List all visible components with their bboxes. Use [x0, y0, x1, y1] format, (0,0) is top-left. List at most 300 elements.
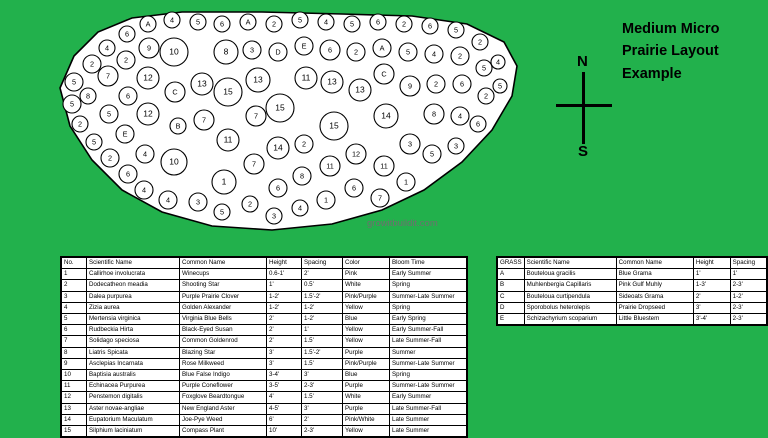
table-cell: Late Summer-Fall: [390, 403, 467, 414]
plant-marker: [100, 105, 118, 123]
plant-label: 13: [327, 76, 337, 87]
table-row: [62, 392, 467, 403]
plant-label: 5: [69, 99, 75, 109]
table-cell: Little Bluestem: [616, 314, 693, 325]
table-cell: 1-2': [267, 291, 302, 302]
plant-label: 10: [169, 156, 179, 167]
plant-marker: [374, 64, 394, 84]
plant-label: 7: [201, 115, 207, 125]
plant-label: 8: [223, 46, 229, 57]
table-row: [62, 280, 467, 291]
plant-marker: [295, 135, 313, 153]
table-cell: 3': [693, 302, 730, 313]
plant-marker: [214, 78, 242, 106]
plant-marker: [189, 193, 207, 211]
column-header: Height: [267, 258, 302, 269]
plant-marker: [374, 104, 398, 128]
table-cell: Dalea purpurea: [87, 291, 180, 302]
plant-label: 4: [495, 57, 501, 67]
table-cell: Common Goldenrod: [180, 336, 267, 347]
table-cell: Yellow: [343, 302, 390, 313]
plant-marker: [135, 181, 153, 199]
table-cell: D: [498, 302, 525, 313]
plant-marker: [349, 79, 371, 101]
plant-marker: [119, 87, 137, 105]
plant-label: 6: [124, 29, 130, 39]
table-cell: Muhlenbergia Capillaris: [524, 280, 616, 291]
plant-marker: [98, 66, 118, 86]
table-cell: Foxglove Beardtongue: [180, 392, 267, 403]
column-header: Common Name: [616, 258, 693, 269]
compass-horizontal-line: [556, 104, 612, 107]
plant-marker: [374, 156, 394, 176]
plant-label: 10: [169, 46, 179, 57]
plant-marker: [453, 75, 471, 93]
plant-marker: [373, 39, 391, 57]
table-cell: 12: [62, 392, 87, 403]
plant-marker: [320, 156, 340, 176]
plant-label: D: [275, 47, 281, 57]
table-cell: Dodecatheon meadia: [87, 280, 180, 291]
table-cell: Aster novae-angliae: [87, 403, 180, 414]
plant-marker: [170, 118, 186, 134]
plant-marker: [318, 14, 334, 30]
plant-label: 1: [323, 195, 329, 205]
plant-label: 4: [141, 185, 147, 195]
plant-label: 3: [249, 45, 255, 55]
plant-label: 2: [271, 19, 277, 29]
plant-label: 2: [457, 51, 463, 61]
table-cell: Pink/Purple: [343, 291, 390, 302]
plant-marker: [397, 173, 415, 191]
table-row: [498, 269, 767, 280]
plant-marker: [119, 26, 135, 42]
prairie-bed-diagram: [12, 4, 542, 244]
table-cell: 6': [267, 414, 302, 425]
plant-label: 5: [453, 25, 459, 35]
plant-label: 8: [299, 171, 305, 181]
plant-marker: [400, 76, 420, 96]
bed-svg: [12, 4, 542, 244]
plant-label: 2: [247, 199, 253, 209]
plant-label: 2: [477, 37, 483, 47]
plant-label: 6: [125, 91, 131, 101]
plant-label: 5: [497, 81, 503, 91]
table-cell: Pink/White: [343, 414, 390, 425]
plant-marker: [214, 204, 230, 220]
plant-label: 13: [197, 78, 207, 89]
column-header: Height: [693, 258, 730, 269]
table-cell: 2': [267, 336, 302, 347]
plant-label: 2: [353, 47, 359, 57]
table-cell: 3': [267, 347, 302, 358]
plant-label: 3: [453, 141, 459, 151]
table-cell: C: [498, 291, 525, 302]
plant-marker: [246, 68, 270, 92]
plant-label: 9: [407, 81, 413, 91]
plant-marker: [161, 149, 187, 175]
plant-marker: [476, 60, 492, 76]
column-header: Scientific Name: [87, 258, 180, 269]
table-cell: 6: [62, 325, 87, 336]
table-cell: 1-3': [693, 280, 730, 291]
table-cell: Sporobolus heterolepis: [524, 302, 616, 313]
plant-marker: [320, 112, 348, 140]
plant-label: 3: [271, 211, 277, 221]
table-cell: 1-2': [302, 302, 343, 313]
plant-marker: [370, 14, 386, 30]
table-cell: 1.5': [302, 392, 343, 403]
plant-marker: [246, 106, 266, 126]
plant-label: A: [379, 43, 385, 53]
table-cell: Liatris Spicata: [87, 347, 180, 358]
table-cell: 1-2': [267, 302, 302, 313]
plant-marker: [427, 75, 445, 93]
table-cell: Blue Grama: [616, 269, 693, 280]
plant-marker: [65, 73, 83, 91]
table-cell: Echinacea Purpurea: [87, 381, 180, 392]
plant-marker: [400, 134, 420, 154]
table-cell: New England Aster: [180, 403, 267, 414]
plant-marker: [212, 170, 236, 194]
plant-label: 12: [143, 108, 153, 119]
table-cell: 1': [302, 325, 343, 336]
table-cell: Asclepias Incarnata: [87, 358, 180, 369]
table-cell: 10': [267, 426, 302, 437]
table-cell: Rose Milkweed: [180, 358, 267, 369]
plant-marker: [423, 145, 441, 163]
plant-marker: [267, 137, 289, 159]
table-row: [62, 325, 467, 336]
table-cell: 9: [62, 358, 87, 369]
plant-label: 2: [77, 119, 83, 129]
table-cell: 1': [730, 269, 766, 280]
table-cell: Bouteloua gracilis: [524, 269, 616, 280]
table-cell: Prairie Dropseed: [616, 302, 693, 313]
table-cell: Schizachyrium scoparium: [524, 314, 616, 325]
table-cell: 7: [62, 336, 87, 347]
page-title: [622, 18, 768, 85]
plant-label: 6: [219, 19, 225, 29]
plant-marker: [99, 40, 115, 56]
table-cell: Summer: [390, 347, 467, 358]
plant-label: C: [172, 87, 178, 97]
plant-label: 5: [219, 207, 225, 217]
title-line-3: Example: [622, 65, 682, 82]
table-cell: Blue: [343, 370, 390, 381]
plant-marker: [295, 67, 317, 89]
compass-south-label: S: [578, 143, 589, 160]
plant-label: 6: [275, 183, 281, 193]
plant-marker: [214, 16, 230, 32]
plant-label: 2: [301, 139, 307, 149]
plant-label: 6: [459, 79, 465, 89]
table-cell: 3': [267, 358, 302, 369]
table-cell: 1': [693, 269, 730, 280]
plant-marker: [269, 179, 287, 197]
table-cell: Late Summer: [390, 414, 467, 425]
plant-marker: [217, 129, 239, 151]
plant-label: 12: [351, 149, 361, 159]
plant-label: C: [381, 69, 387, 79]
table-cell: 13: [62, 403, 87, 414]
column-header: Bloom Time: [390, 258, 467, 269]
table-cell: 1-2': [302, 314, 343, 325]
table-row: [62, 426, 467, 437]
table-cell: Yellow: [343, 336, 390, 347]
table-cell: Summer-Late Summer: [390, 381, 467, 392]
table-cell: Summer-Late Summer: [390, 291, 467, 302]
plant-marker: [190, 14, 206, 30]
plant-marker: [320, 40, 340, 60]
plant-marker: [321, 71, 343, 93]
plant-label: 4: [457, 111, 463, 121]
plant-label: 2: [483, 91, 489, 101]
title-line-2: Prairie Layout: [622, 43, 719, 60]
table-cell: Black-Eyed Susan: [180, 325, 267, 336]
table-cell: Purple: [343, 403, 390, 414]
table-cell: Yellow: [343, 426, 390, 437]
table-cell: 3': [302, 370, 343, 381]
table-cell: 14: [62, 414, 87, 425]
plant-label: 11: [380, 161, 388, 171]
table-cell: 3-4': [267, 370, 302, 381]
plant-label: 5: [429, 149, 435, 159]
plant-label: 7: [251, 159, 257, 169]
table-row: [62, 414, 467, 425]
table-cell: Joe-Pye Weed: [180, 414, 267, 425]
plant-marker: [293, 167, 311, 185]
plant-label: 6: [351, 183, 357, 193]
table-cell: 1.5': [302, 336, 343, 347]
plant-label: 4: [169, 15, 175, 25]
table-cell: 1-2': [730, 291, 766, 302]
table-row: [62, 314, 467, 325]
plant-label: 11: [326, 161, 334, 171]
table-cell: 2': [302, 414, 343, 425]
plant-marker: [422, 18, 438, 34]
plant-marker: [244, 154, 264, 174]
table-cell: 4-5': [267, 403, 302, 414]
plant-label: 4: [297, 203, 303, 213]
table-cell: Sideoats Grama: [616, 291, 693, 302]
table-cell: 1.5'-2': [302, 347, 343, 358]
plant-marker: [240, 14, 256, 30]
plant-marker: [136, 145, 154, 163]
bed-outline: [60, 12, 517, 230]
plant-marker: [396, 16, 412, 32]
plant-label: 3: [195, 197, 201, 207]
table-cell: Bouteloua curtipendula: [524, 291, 616, 302]
table-cell: White: [343, 280, 390, 291]
compass-rose: [548, 53, 618, 160]
table-row: [62, 381, 467, 392]
table-cell: Spring: [390, 280, 467, 291]
table-row: [62, 302, 467, 313]
plant-label: 12: [143, 72, 153, 83]
plant-label: 15: [329, 120, 339, 131]
plant-marker: [72, 116, 88, 132]
table-cell: Early Summer: [390, 392, 467, 403]
table-cell: 1.5'-2': [302, 291, 343, 302]
table-cell: 5: [62, 314, 87, 325]
table-row: [498, 291, 767, 302]
table-cell: White: [343, 392, 390, 403]
table-cell: Compass Plant: [180, 426, 267, 437]
plant-label: E: [301, 41, 307, 51]
column-header: Scientific Name: [524, 258, 616, 269]
table-cell: Yellow: [343, 325, 390, 336]
plant-marker: [242, 196, 258, 212]
table-row: [498, 314, 767, 325]
plant-label: 5: [349, 19, 355, 29]
column-header: Color: [343, 258, 390, 269]
table-cell: 11: [62, 381, 87, 392]
table-cell: Callirhoe involucrata: [87, 269, 180, 280]
plant-label: 1: [221, 176, 227, 187]
table-cell: Winecups: [180, 269, 267, 280]
plant-label: 4: [104, 43, 110, 53]
plant-label: 6: [427, 21, 433, 31]
plant-marker: [83, 55, 101, 73]
plant-label: 2: [123, 55, 129, 65]
plant-marker: [425, 45, 443, 63]
plant-label: 6: [375, 17, 381, 27]
plant-marker: [451, 107, 469, 125]
plant-label: 5: [405, 47, 411, 57]
plant-marker: [165, 82, 185, 102]
table-cell: Blue: [343, 314, 390, 325]
table-cell: Early Summer-Fall: [390, 325, 467, 336]
table-cell: 3'-4': [693, 314, 730, 325]
plant-marker: [139, 38, 159, 58]
plant-marker: [137, 103, 159, 125]
table-cell: 2-3': [730, 302, 766, 313]
plant-label: 6: [475, 119, 481, 129]
grass-legend-table: [496, 256, 768, 326]
table-cell: Rudbeckia Hirta: [87, 325, 180, 336]
plant-marker: [317, 191, 335, 209]
table-row: [62, 347, 467, 358]
compass-vertical-line: [582, 72, 585, 144]
table-cell: 2-3': [302, 381, 343, 392]
table-cell: Virginia Blue Bells: [180, 314, 267, 325]
table-cell: 2': [693, 291, 730, 302]
plant-label: 1: [403, 177, 409, 187]
plant-marker: [345, 179, 363, 197]
table-cell: Purple Coneflower: [180, 381, 267, 392]
table-row: [498, 302, 767, 313]
plant-marker: [493, 79, 507, 93]
table-cell: 2-3': [302, 426, 343, 437]
plant-label: 7: [377, 193, 383, 203]
table-cell: 2': [267, 325, 302, 336]
table-cell: Purple: [343, 381, 390, 392]
plant-label: A: [245, 17, 251, 27]
plant-marker: [451, 47, 469, 65]
table-cell: Late Summer-Fall: [390, 336, 467, 347]
plant-marker: [295, 37, 313, 55]
table-row: [62, 403, 467, 414]
plant-marker: [117, 51, 135, 69]
table-cell: 3': [302, 403, 343, 414]
table-cell: Pink/Purple: [343, 358, 390, 369]
plant-marker: [478, 88, 494, 104]
table-cell: 3: [62, 291, 87, 302]
table-cell: 2-3': [730, 280, 766, 291]
plant-marker: [491, 55, 505, 69]
plant-marker: [137, 67, 159, 89]
plant-label: A: [145, 19, 151, 29]
plant-marker: [63, 95, 81, 113]
plant-label: 5: [481, 63, 487, 73]
plant-marker: [266, 16, 282, 32]
plant-marker: [164, 12, 180, 28]
table-cell: 1: [62, 269, 87, 280]
plant-label: 14: [381, 110, 391, 121]
plant-label: E: [122, 129, 128, 139]
table-cell: 0.6-1': [267, 269, 302, 280]
plant-marker: [448, 22, 464, 38]
table-cell: 1': [267, 280, 302, 291]
plant-marker: [472, 34, 488, 50]
plant-label: B: [175, 121, 181, 131]
table-cell: Early Spring: [390, 314, 467, 325]
table-cell: 2: [62, 280, 87, 291]
plant-label: 15: [275, 102, 285, 113]
plant-label: 5: [195, 17, 201, 27]
plant-label: 2: [433, 79, 439, 89]
plant-marker: [347, 43, 365, 61]
table-cell: Mertensia virginica: [87, 314, 180, 325]
table-cell: 4': [267, 392, 302, 403]
table-header-row: [62, 258, 467, 269]
table-cell: Penstemon digitalis: [87, 392, 180, 403]
plant-marker: [116, 125, 134, 143]
plant-marker: [194, 110, 214, 130]
plant-label: 13: [253, 74, 263, 85]
plant-label: 5: [71, 77, 77, 87]
plant-label: 2: [89, 59, 95, 69]
plant-marker: [266, 208, 282, 224]
table-cell: Blazing Star: [180, 347, 267, 358]
table-cell: 0.5': [302, 280, 343, 291]
plant-label: 6: [125, 169, 131, 179]
plant-label: 2: [107, 153, 113, 163]
column-header: Spacing: [730, 258, 766, 269]
table-cell: Golden Alexander: [180, 302, 267, 313]
table-cell: Solidago speciosa: [87, 336, 180, 347]
table-cell: 15: [62, 426, 87, 437]
plant-label: 4: [165, 195, 171, 205]
plant-marker: [140, 16, 156, 32]
table-row: [62, 358, 467, 369]
compass-north-label: N: [577, 53, 588, 70]
table-cell: Spring: [390, 302, 467, 313]
plant-marker: [191, 73, 213, 95]
plant-marker: [119, 165, 137, 183]
plant-label: 2: [401, 19, 407, 29]
watermark-label: growitbuildit.com: [367, 218, 438, 229]
table-cell: E: [498, 314, 525, 325]
table-cell: Summer-Late Summer: [390, 358, 467, 369]
plant-marker: [470, 116, 486, 132]
plant-label: 15: [223, 86, 233, 97]
column-header: Spacing: [302, 258, 343, 269]
table-cell: A: [498, 269, 525, 280]
plant-label: 14: [273, 142, 283, 153]
plant-marker: [424, 104, 444, 124]
